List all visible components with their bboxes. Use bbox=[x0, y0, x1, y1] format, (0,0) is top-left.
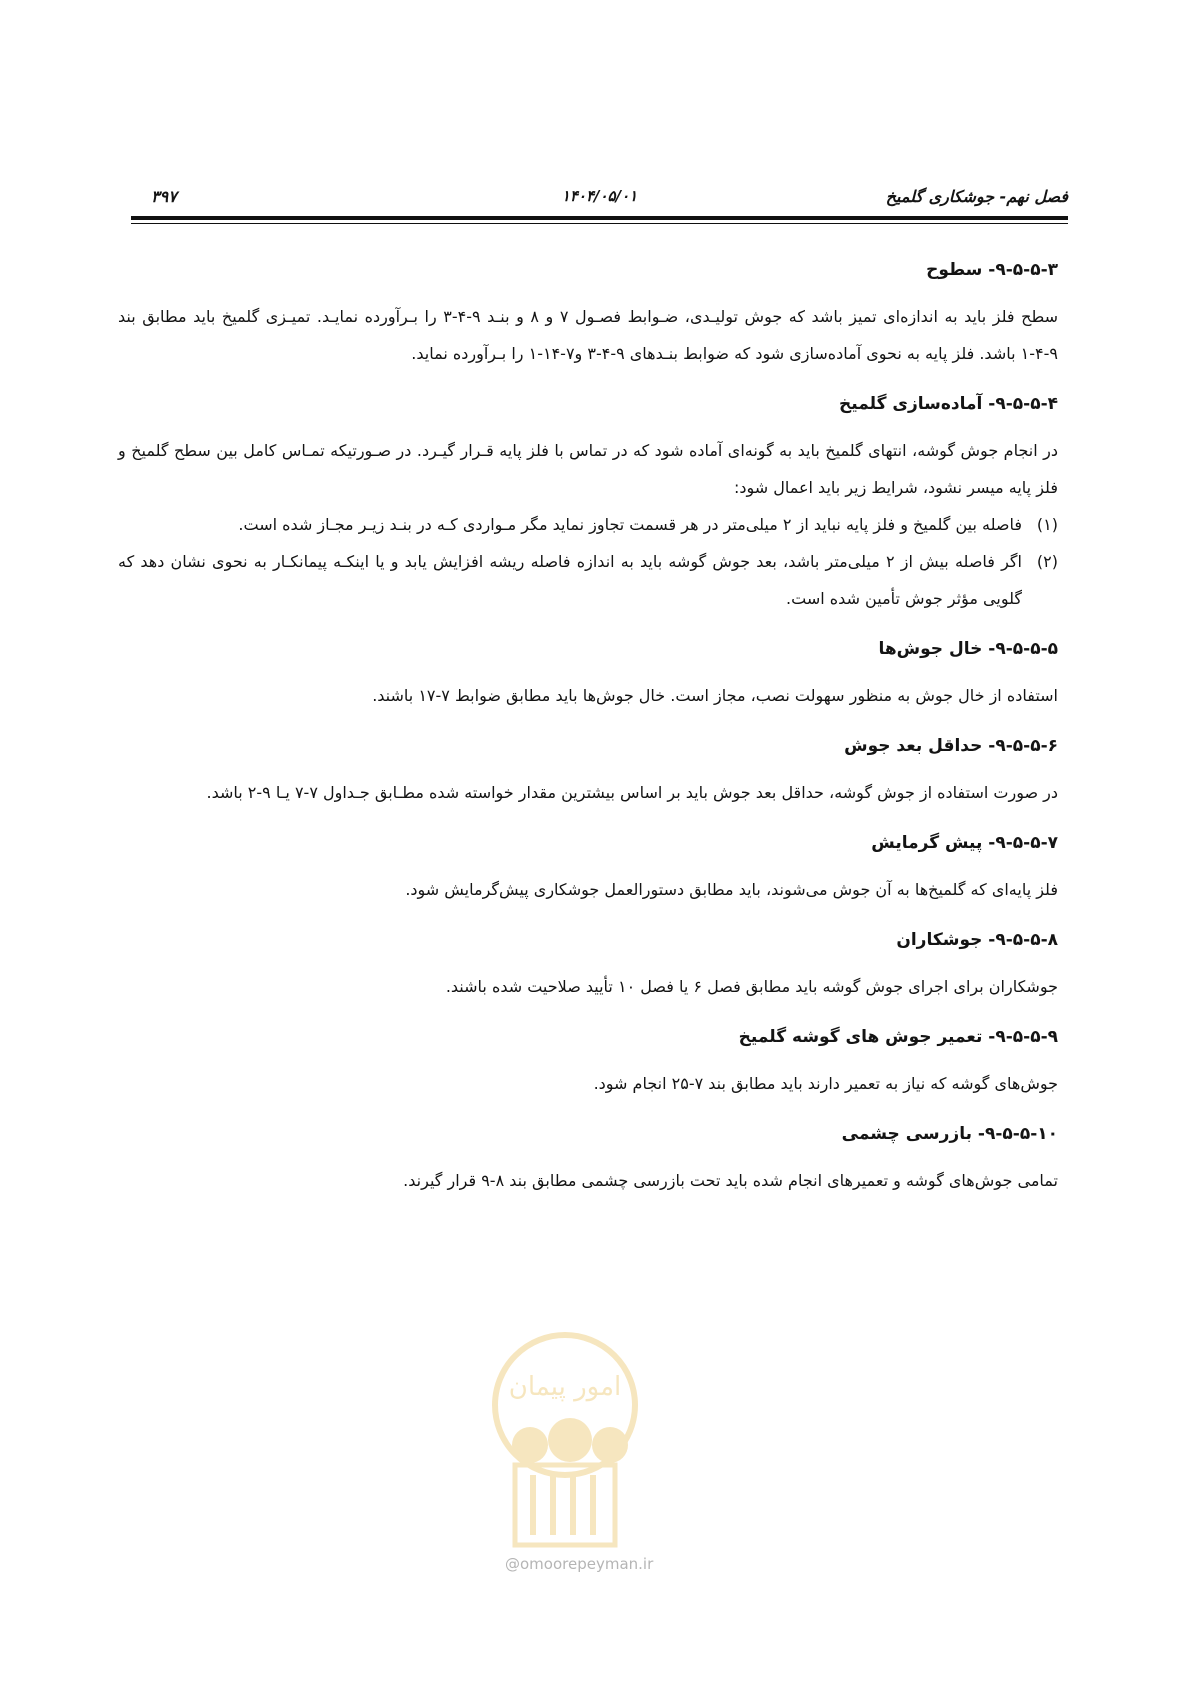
section-heading: ۹-۵-۵-۱۰- بازرسی چشمی bbox=[841, 1124, 1058, 1144]
section-paragraph: استفاده از خال جوش به منظور سهولت نصب، مجاز است. خال جوش‌ها باید مطابق ضوابط ۷-۱۷ باشند. bbox=[372, 686, 1058, 705]
chapter-title: فصل نهم- جوشکاری گلمیخ bbox=[885, 187, 1068, 206]
list-item-text: اگر فاصله بیش از ۲ میلی‌متر باشد، بعد جوش گوشه باید به اندازه فاصله ریشه افزایش یابد و یا اینکـه پیمانکـار به نحوی نشان دهد که گلویی مؤثر جوش تأمین شده است. bbox=[118, 552, 1022, 608]
section-paragraph: تمامی جوش‌های گوشه و تعمیرهای انجام شده باید تحت بازرسی چشمی مطابق بند ۸-۹ قرار گیرند. bbox=[403, 1171, 1058, 1190]
watermark-text: امور پیمان bbox=[508, 1372, 622, 1402]
list-item bbox=[118, 506, 1058, 543]
watermark-logo bbox=[470, 1325, 660, 1575]
section-heading: ۹-۵-۵-۷- پیش گرمایش bbox=[871, 833, 1058, 853]
section-paragraph: جوش‌های گوشه که نیاز به تعمیر دارند باید مطابق بند ۷-۲۵ انجام شود. bbox=[593, 1074, 1058, 1093]
list-item bbox=[118, 543, 1058, 617]
page-header bbox=[131, 187, 1068, 209]
section-paragraph: در صورت استفاده از جوش گوشه، حداقل بعد جوش باید بر اساس بیشترین مقدار خواسته شده مطـابق جـداول ۷-۷ یـا ۹-۲ باشد. bbox=[206, 783, 1058, 802]
page-number: ۳۹۷ bbox=[151, 187, 177, 206]
header-rule-thin bbox=[131, 223, 1068, 224]
section-heading: ۹-۵-۵-۵- خال جوش‌ها bbox=[878, 639, 1058, 659]
section-paragraph: فلز پایه‌ای که گلمیخ‌ها به آن جوش می‌شوند، باید مطابق دستورالعمل جوشکاری پیش‌گرمایش شود. bbox=[405, 880, 1058, 899]
section-heading: ۹-۵-۵-۹- تعمیر جوش های گوشه گلمیخ bbox=[738, 1027, 1058, 1047]
watermark-url: @omoorepeyman.ir bbox=[505, 1555, 654, 1573]
header-rule-thick bbox=[131, 216, 1068, 220]
section-paragraph: جوشکاران برای اجرای جوش گوشه باید مطابق فصل ۶ یا فصل ۱۰ تأیید صلاحیت شده باشند. bbox=[445, 977, 1058, 996]
list-item-text: فاصله بین گلمیخ و فلز پایه نباید از ۲ میلی‌متر در هر قسمت تجاوز نماید مگر مـواردی کـه در بنـد زیـر مجـاز شده است. bbox=[238, 515, 1022, 534]
header-date: ۱۴۰۴/۰۵/۰۱ bbox=[561, 187, 638, 205]
list-item-number: (۲) bbox=[1036, 552, 1058, 571]
section-heading: ۹-۵-۵-۴- آماده‌سازی گلمیخ bbox=[839, 394, 1058, 414]
section-paragraph: سطح فلز باید به اندازه‌ای تمیز باشد که جوش تولیـدی، ضـوابط فصـول ۷ و ۸ و بنـد ۹-۴-۳ را بـرآورده نمایـد. تمیـزی گلمیخ باید مطابق بند ۹-۴-۱ باشد. فلز پایه به نحوی آماده‌سازی شود که ضوابط بنـدهای ۹-۴-۳ و۷-۱۴-۱ را بـرآورده نماید. bbox=[118, 307, 1058, 363]
page-content bbox=[118, 256, 1058, 1199]
section-heading: ۹-۵-۵-۸- جوشکاران bbox=[896, 930, 1058, 950]
section-heading: ۹-۵-۵-۶- حداقل بعد جوش bbox=[844, 736, 1058, 756]
list-item-number: (۱) bbox=[1036, 515, 1058, 534]
section-heading: ۹-۵-۵-۳- سطوح bbox=[926, 260, 1058, 280]
section-paragraph: در انجام جوش گوشه، انتهای گلمیخ باید به گونه‌ای آماده شود که در تماس با فلز پایه قـرار گیـرد. در صـورتیکه تمـاس کامل بین سطح گلمیخ و فلز پایه میسر نشود، شرایط زیر باید اعمال شود: bbox=[118, 441, 1058, 497]
